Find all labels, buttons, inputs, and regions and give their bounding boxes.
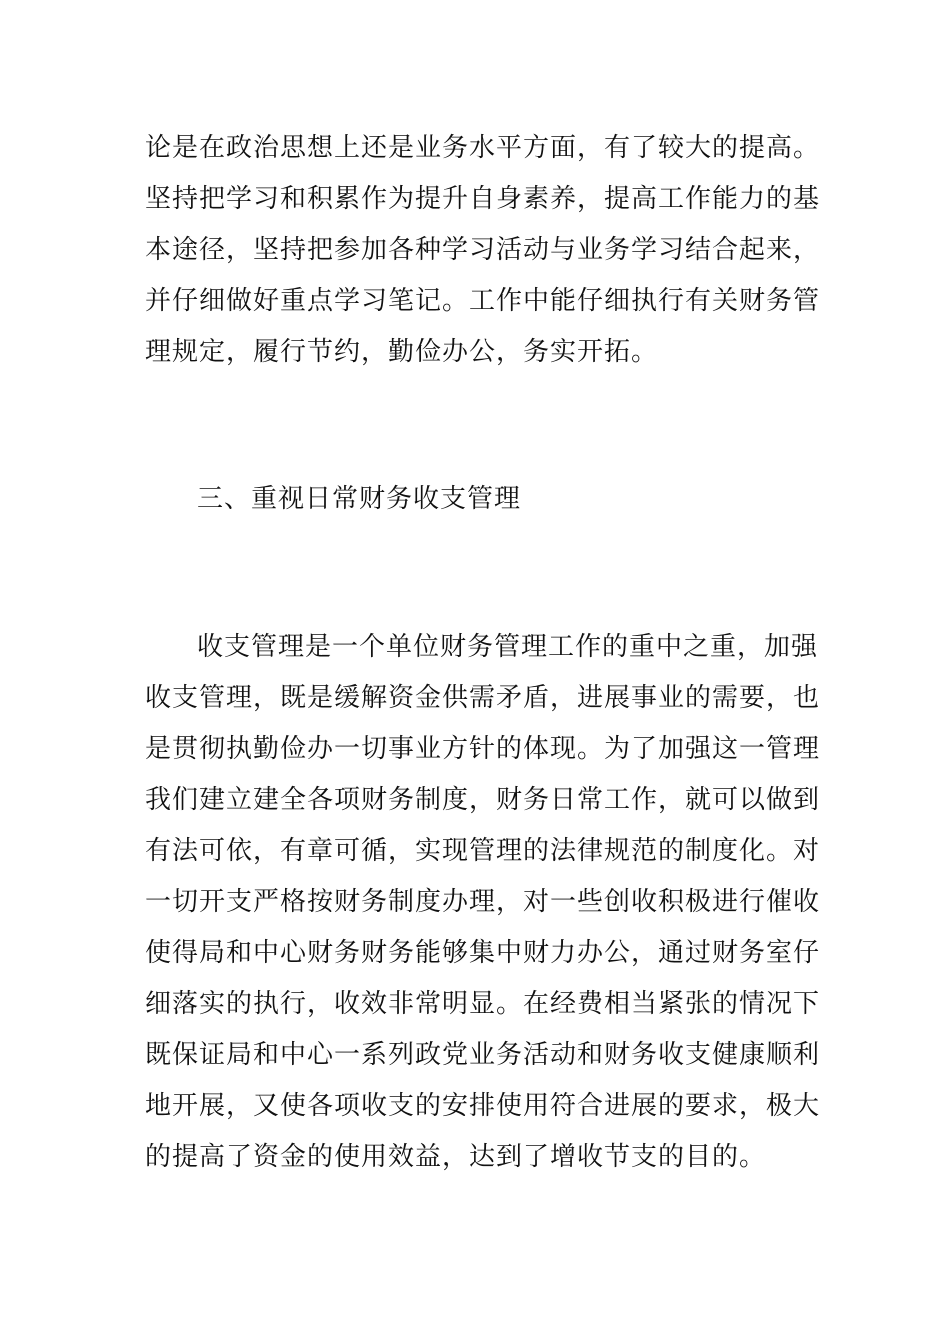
- paragraph-2-line-5: 有法可依，有章可循，实现管理的法律规范的制度化。对: [145, 836, 821, 866]
- section-heading: 三、重视日常财务收支管理: [197, 484, 522, 514]
- paragraph-2-line-1: 收支管理是一个单位财务管理工作的重中之重，加强: [197, 632, 819, 662]
- paragraph-2-line-4: 我们建立建全各项财务制度，财务日常工作，就可以做到: [145, 785, 821, 815]
- paragraph-2-line-8: 细落实的执行，收效非常明显。在经费相当紧张的情况下: [145, 989, 821, 1019]
- paragraph-2-line-10: 地开展，又使各项收支的安排使用符合进展的要求，极大: [145, 1091, 821, 1121]
- paragraph-2-line-3: 是贯彻执勤俭办一切事业方针的体现。为了加强这一管理: [145, 734, 821, 764]
- paragraph-1-line-2: 坚持把学习和积累作为提升自身素养，提高工作能力的基: [145, 184, 821, 214]
- paragraph-2-line-11: 的提高了资金的使用效益，达到了增收节支的目的。: [145, 1142, 767, 1172]
- paragraph-1-line-3: 本途径，坚持把参加各种学习活动与业务学习结合起来，: [145, 235, 821, 265]
- paragraph-2-line-7: 使得局和中心财务财务能够集中财力办公，通过财务室仔: [145, 938, 821, 968]
- paragraph-2-line-2: 收支管理，既是缓解资金供需矛盾，进展事业的需要，也: [145, 683, 821, 713]
- paragraph-2-line-6: 一切开支严格按财务制度办理，对一些创收积极进行催收: [145, 887, 821, 917]
- paragraph-1-line-5: 理规定，履行节约，勤俭办公，务实开拓。: [145, 337, 659, 367]
- paragraph-1-line-4: 并仔细做好重点学习笔记。工作中能仔细执行有关财务管: [145, 286, 821, 316]
- paragraph-1-line-1: 论是在政治思想上还是业务水平方面，有了较大的提高。: [145, 133, 821, 163]
- paragraph-2-line-9: 既保证局和中心一系列政党业务活动和财务收支健康顺利: [145, 1040, 821, 1070]
